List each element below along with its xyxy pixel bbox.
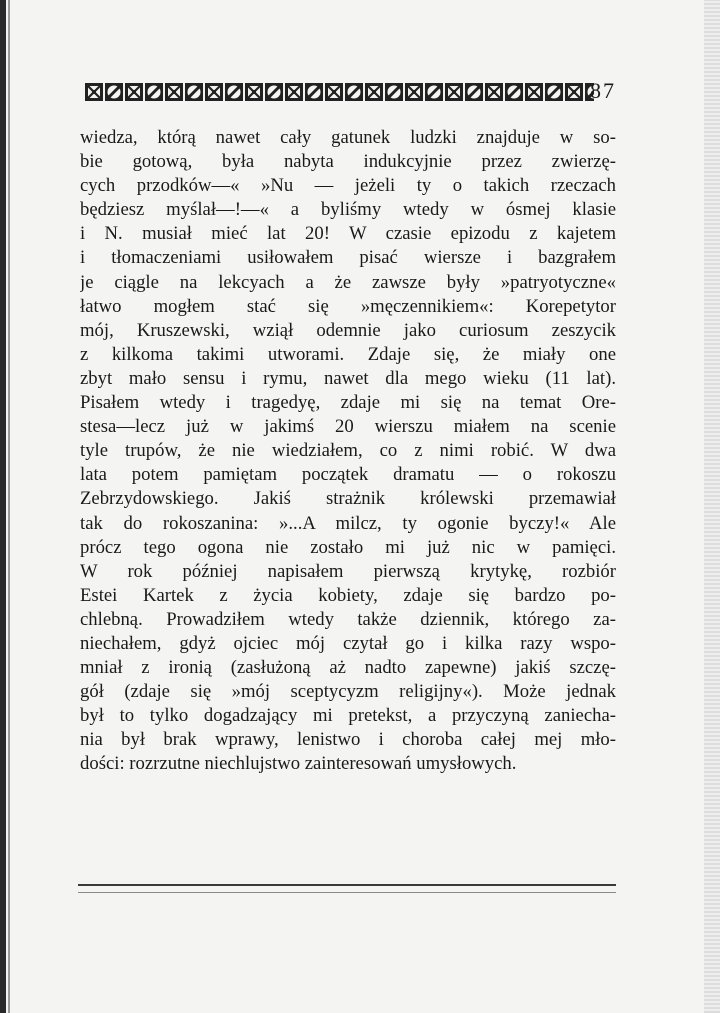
text-line: łatwo mogłem stać się »męczennikiem«: Korepetytor bbox=[80, 295, 616, 317]
text-line: wiedza, którą nawet cały gatunek ludzki znajduje w so- bbox=[80, 127, 616, 148]
ornament-tile-icon bbox=[484, 82, 504, 102]
ornament-tile-icon bbox=[324, 82, 344, 102]
text-line: mniał z ironią (zasłużoną aż nadto zapewne) jakiś szczę- bbox=[80, 657, 616, 679]
ornament-tile-icon bbox=[284, 82, 304, 102]
text-line: Pisałem wtedy i tragedyę, zdaje mi się na temat Ore- bbox=[80, 392, 616, 414]
ornament-tile-icon bbox=[344, 82, 364, 102]
text-line: stesa—lecz już w jakimś 20 wierszu miałem na scenie bbox=[80, 416, 616, 438]
ornament-tile-icon bbox=[404, 82, 424, 102]
bottom-rule-thin bbox=[78, 892, 616, 893]
text-line: mój, Kruszewski, wziął odemnie jako curiosum zeszycik bbox=[80, 319, 616, 341]
ornament-tile-icon bbox=[464, 82, 484, 102]
bottom-rule bbox=[78, 884, 616, 886]
page-header bbox=[84, 78, 644, 108]
decorative-band-icon bbox=[84, 82, 594, 102]
page-left-edge bbox=[0, 0, 6, 1013]
text-line: bie gotową, była nabyta indukcyjnie przez zwierzę- bbox=[80, 151, 616, 173]
text-line: nia był brak wprawy, lenistwo i choroba całej mej mło- bbox=[80, 729, 616, 751]
ornament-tile-icon bbox=[144, 82, 164, 102]
text-line: cych przodków—« »Nu — jeżeli ty o takich rzeczach bbox=[80, 175, 616, 197]
text-line: Zebrzydowskiego. Jakiś strażnik królewski przemawiał bbox=[80, 488, 616, 510]
ornament-tile-icon bbox=[84, 82, 104, 102]
text-line: je ciągle na lekcyach a że zawsze były »patryotyczne« bbox=[80, 271, 616, 293]
ornament-tile-icon bbox=[244, 82, 264, 102]
text-line: i N. musiał mieć lat 20! W czasie epizodu z kajetem bbox=[80, 223, 616, 245]
text-line: tyle trupów, że nie wiedziałem, co z nimi robić. W dwa bbox=[80, 440, 616, 462]
ornament-tile-icon bbox=[444, 82, 464, 102]
text-line: niechałem, gdyż ojciec mój czytał go i kilka razy wspo- bbox=[80, 632, 616, 654]
text-line: będziesz myślał—!—« a byliśmy wtedy w ósmej klasie bbox=[80, 199, 616, 221]
text-line: lata potem pamiętam początek dramatu — o rokoszu bbox=[80, 464, 616, 486]
ornament-tile-icon bbox=[424, 82, 444, 102]
text-line: Estei Kartek z życia kobiety, zdaje się bardzo po- bbox=[80, 584, 616, 606]
ornament-tile-icon bbox=[104, 82, 124, 102]
page-right-edge bbox=[704, 0, 720, 1013]
body-paragraph bbox=[80, 126, 616, 777]
text-line: dości: rozrzutne niechlujstwo zainteresowań umysłowych. bbox=[80, 753, 517, 775]
text-line: zbyt mało sensu i rymu, nawet dla mego wieku (11 lat). bbox=[80, 367, 616, 389]
ornament-tile-icon bbox=[204, 82, 224, 102]
text-line: chlebną. Prowadziłem wtedy także dziennik, którego za- bbox=[80, 608, 616, 630]
text-line: i tłomaczeniami usiłowałem pisać wiersze i bazgrałem bbox=[80, 247, 616, 269]
ornament-tile-icon bbox=[304, 82, 324, 102]
ornament-tile-icon bbox=[564, 82, 584, 102]
ornament-tile-icon bbox=[524, 82, 544, 102]
ornament-tile-icon bbox=[384, 82, 404, 102]
ornament-tile-icon bbox=[184, 82, 204, 102]
ornament-tile-icon bbox=[544, 82, 564, 102]
ornament-tile-icon bbox=[164, 82, 184, 102]
ornament-tile-icon bbox=[124, 82, 144, 102]
text-line: tak do rokoszanina: »...A milcz, ty ogonie byczy!« Ale bbox=[80, 512, 616, 534]
ornament-tile-icon bbox=[224, 82, 244, 102]
page-left-edge-line bbox=[8, 0, 10, 1013]
text-line: W rok później napisałem pierwszą krytykę, rozbiór bbox=[80, 560, 616, 582]
text-line: był to tylko dogadzający mi pretekst, a przyczyną zaniecha- bbox=[80, 705, 616, 727]
ornament-tile-icon bbox=[504, 82, 524, 102]
text-line: z kilkoma takimi utworami. Zdaje się, że miały one bbox=[80, 343, 616, 365]
ornament-tile-icon bbox=[364, 82, 384, 102]
ornament-tile-icon bbox=[264, 82, 284, 102]
page-number: 87 bbox=[590, 78, 616, 103]
text-line: gół (zdaje się »mój sceptycyzm religijny«). Może jednak bbox=[80, 681, 616, 703]
text-line: prócz tego ogona nie zostało mi już nic w pamięci. bbox=[80, 536, 616, 558]
